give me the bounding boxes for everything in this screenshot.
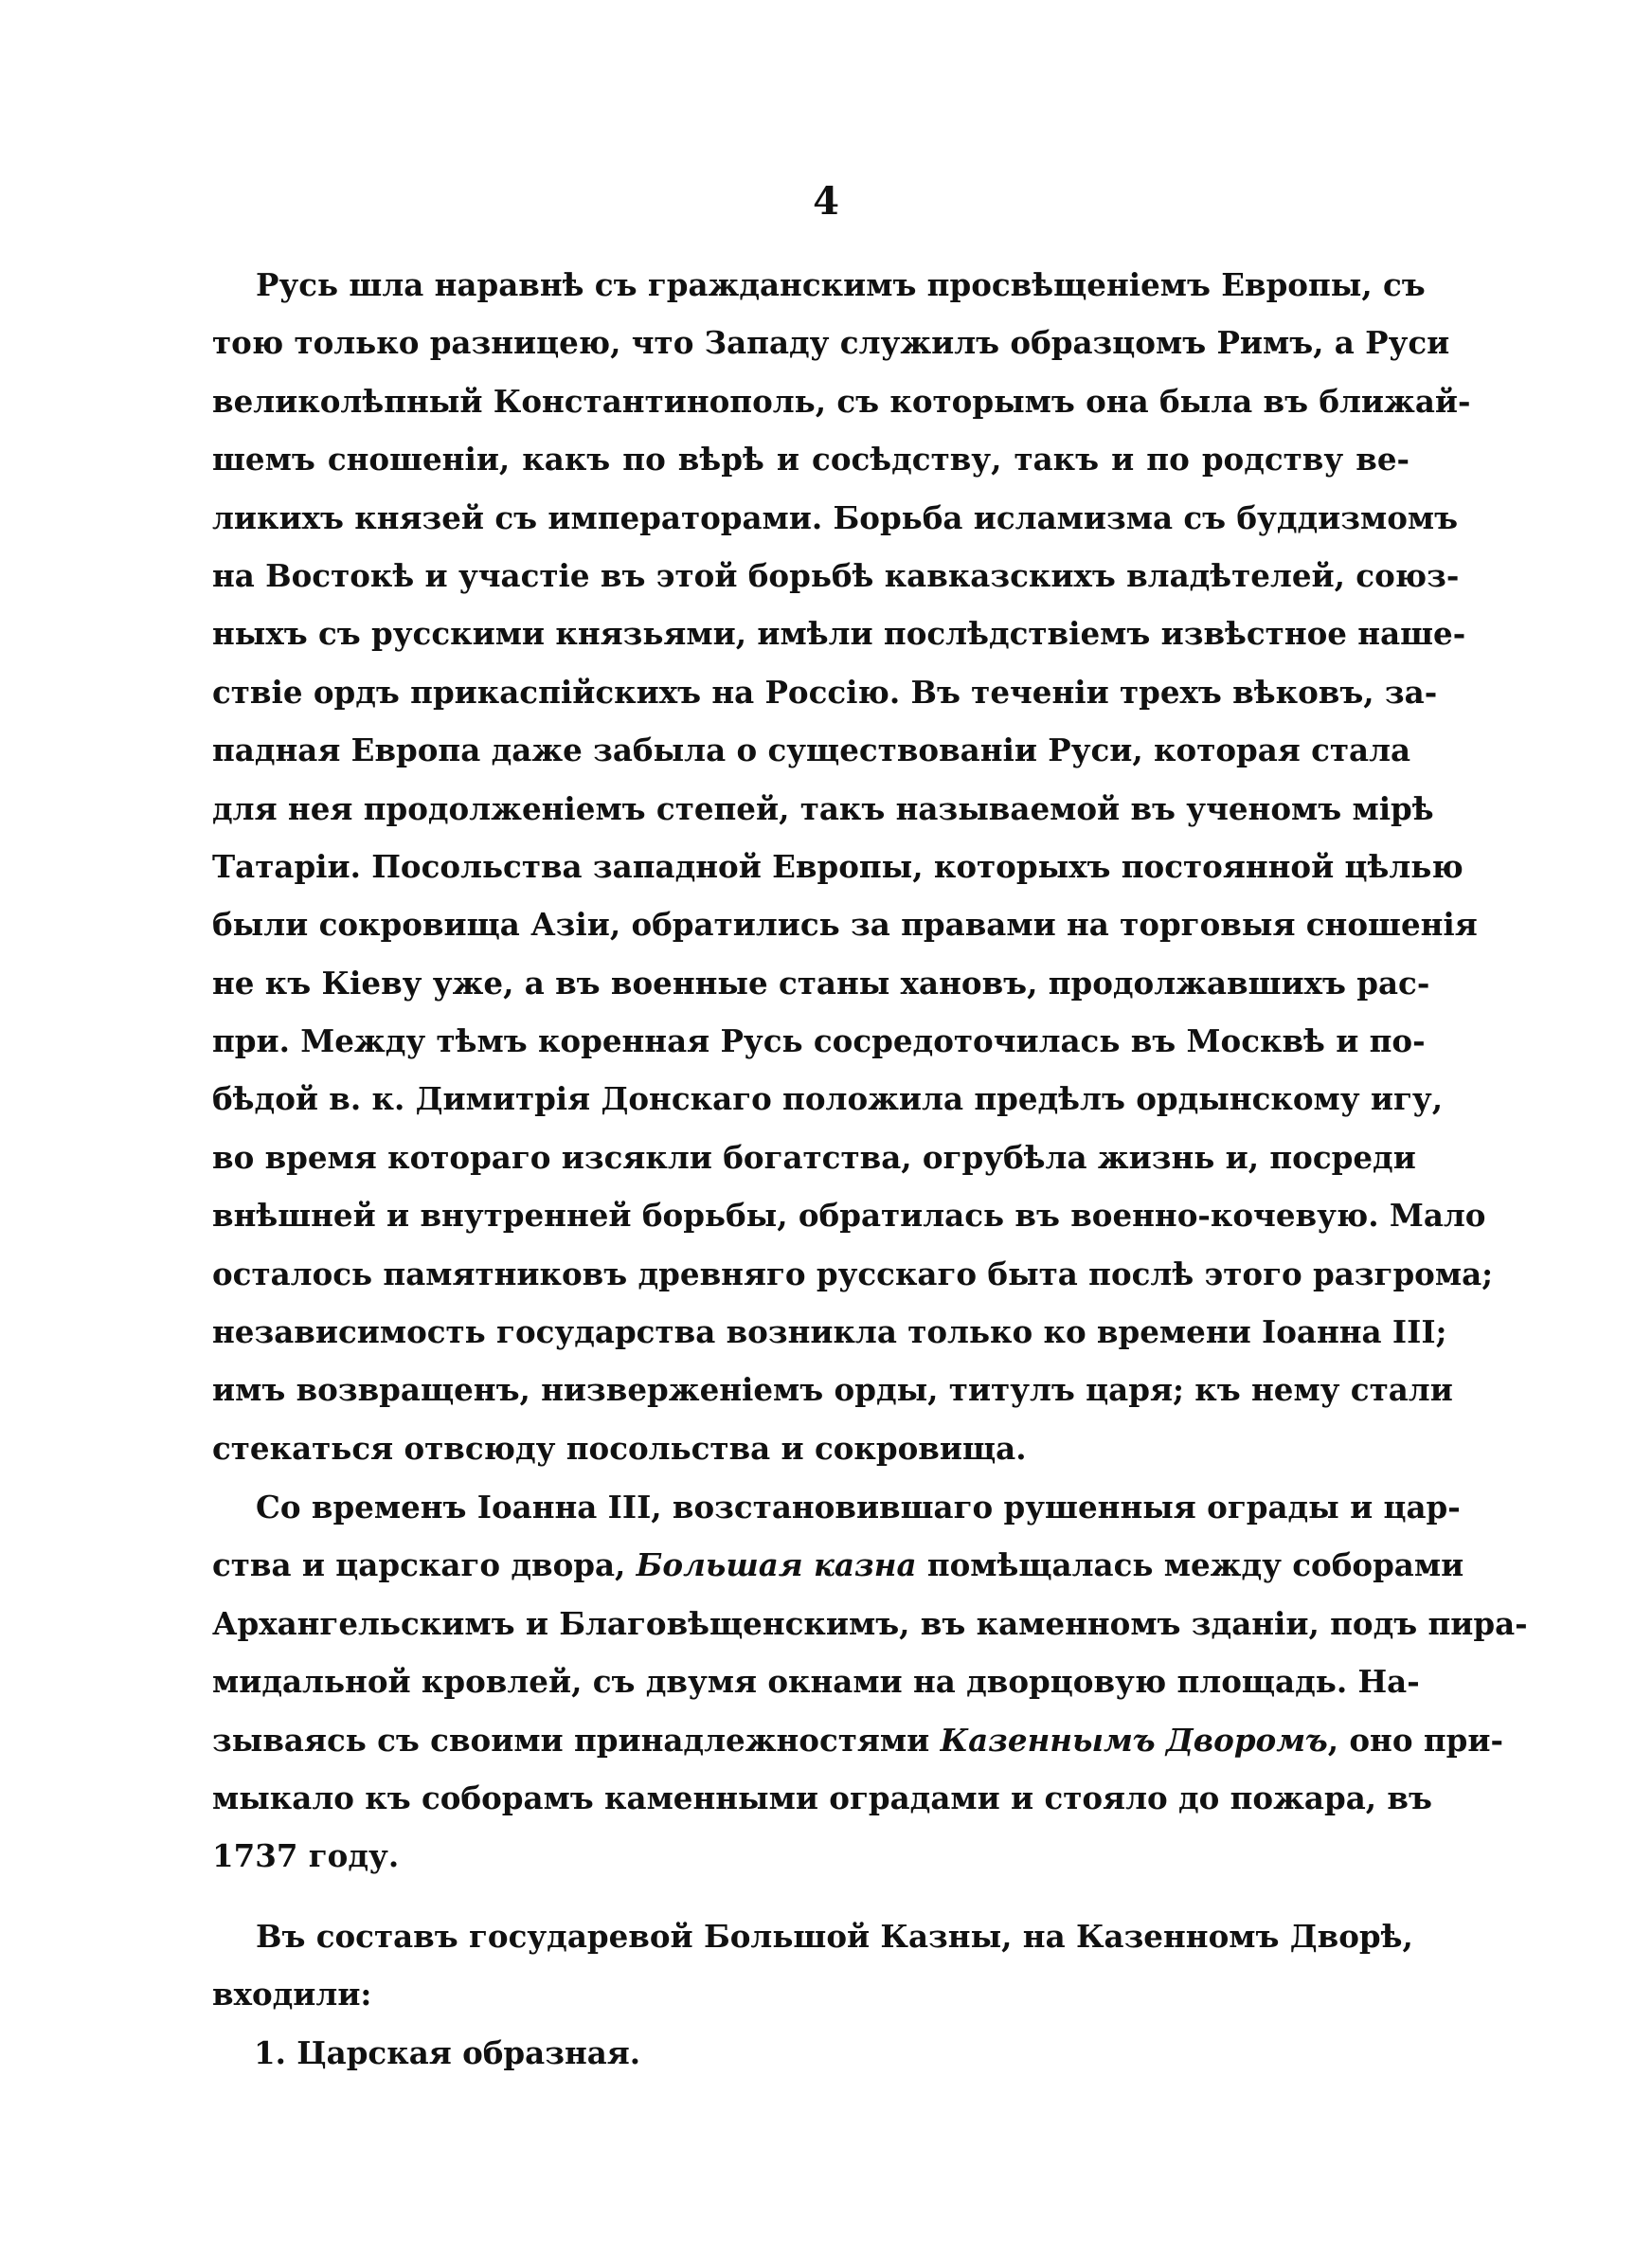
text-line: мыкало къ соборамъ каменными оградами и стояло до пожара, въ [212,1779,1432,1816]
emphasis-treasury-yard: Казеннымъ Дворомъ [940,1721,1328,1759]
text-line [212,1711,1503,1769]
text-line: на Востокѣ и участіе въ этой борьбѣ кавказскихъ владѣтелей, союз- [212,556,1460,594]
text-line: стекаться отвсюду посольства и сокровища. [212,1429,1027,1467]
text-segment: , оно при- [1327,1721,1503,1759]
text-line: входили: [212,1976,372,2013]
paragraph-3 [212,1907,1413,2024]
paragraph-1 [212,256,1494,1477]
paragraph-2 [212,1478,1528,1886]
text-line: 1737 году. [212,1837,400,1875]
text-line: Въ составъ государевой Большой Казны, на Казенномъ Дворѣ, [256,1918,1413,1955]
text-line: ныхъ съ русскими князьями, имѣли послѣдствіемъ извѣстное наше- [212,615,1466,653]
text-line: осталось памятниковъ древняго русскаго быта послѣ этого разгрома; [212,1255,1494,1292]
text-line: бѣдой в. к. Димитрія Донскаго положила предѣлъ ордынскому игу, [212,1080,1444,1118]
text-line: независимость государства возникла только ко времени Іоанна III; [212,1313,1447,1351]
text-segment: ства и царскаго двора, [212,1546,637,1584]
text-line: имъ возвращенъ, низверженіемъ орды, титулъ царя; къ нему стали [212,1371,1453,1409]
text-line: мидальной кровлей, съ двумя окнами на дворцовую площадь. На- [212,1663,1420,1701]
text-line: ствіе ордъ прикаспійскихъ на Россію. Въ теченіи трехъ вѣковъ, за- [212,673,1438,711]
text-line: Татаріи. Посольства западной Европы, которыхъ постоянной цѣлью [212,847,1463,885]
text-line: падная Европа даже забыла о существованіи Руси, которая стала [212,731,1411,769]
text-line: Русь шла наравнѣ съ гражданскимъ просвѣщеніемъ Европы, съ [256,266,1426,303]
text-line: во время котораго изсякли богатства, огрубѣла жизнь и, посреди [212,1138,1416,1176]
text-line: были сокровища Азіи, обратились за правами на торговыя сношенія [212,906,1478,944]
text-line: ликихъ князей съ императорами. Борьба исламизма съ буддизмомъ [212,498,1459,536]
list-item-text: 1. Царская образная. [254,2034,641,2071]
text-line [212,1536,1464,1594]
text-line: для нея продолженіемъ степей, такъ называемой въ ученомъ мірѣ [212,789,1434,827]
text-segment: помѣщалась между соборами [916,1546,1464,1584]
list-item [254,2024,640,2082]
text-line: шемъ сношеніи, какъ по вѣрѣ и сосѣдству, такъ и по родству ве- [212,441,1410,478]
text-line: тою только разницею, что Западу служилъ образцомъ Римъ, а Руси [212,324,1450,362]
text-line: не къ Кіеву уже, а въ военные станы хановъ, продолжавшихъ рас- [212,964,1430,1002]
emphasis-big-treasury: Большая казна [636,1546,917,1584]
text-line: Архангельскимъ и Благовѣщенскимъ, въ каменномъ зданіи, подъ пира- [212,1604,1528,1642]
page-number: 4 [813,179,839,224]
text-line: внѣшней и внутренней борьбы, обратилась въ военно-кочевую. Мало [212,1197,1486,1235]
text-segment: зываясь съ своими принадлежностями [212,1721,941,1759]
text-line: Со временъ Іоанна III, возстановившаго рушенныя ограды и цар- [256,1489,1461,1526]
text-line: при. Между тѣмъ коренная Русь сосредоточилась въ Москвѣ и по- [212,1022,1426,1060]
text-line: великолѣпный Константинополь, съ которымъ она была въ ближай- [212,382,1471,420]
